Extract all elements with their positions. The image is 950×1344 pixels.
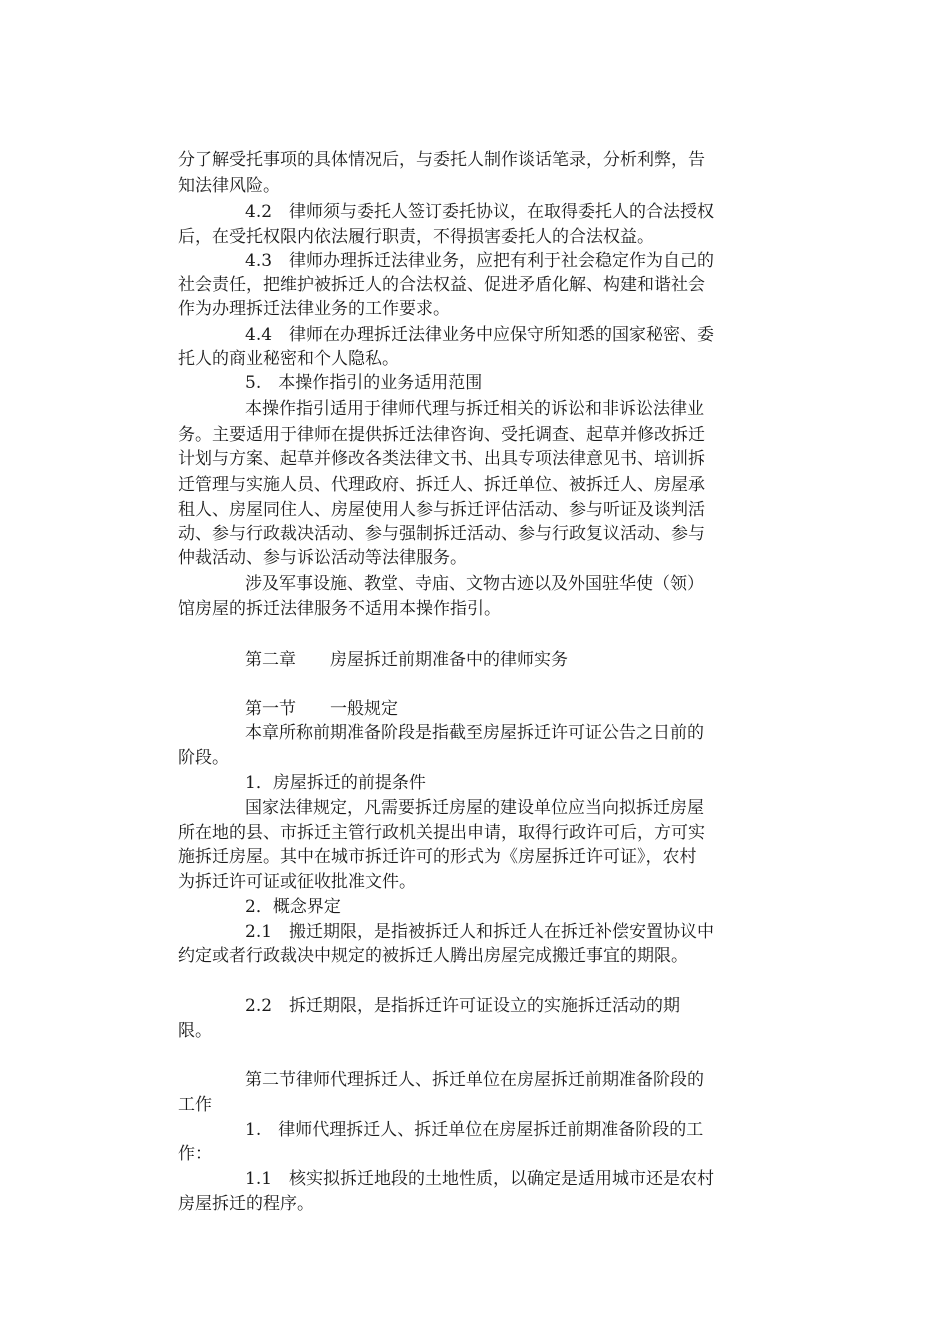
text-line: 1.1 核实拟拆迁地段的土地性质，以确定是适用城市还是农村: [245, 1169, 715, 1189]
text-line: 限。: [178, 1021, 212, 1041]
text-line: 作为办理拆迁法律业务的工作要求。: [178, 299, 450, 319]
text-line: 分了解受托事项的具体情况后，与委托人制作谈话笔录，分析利弊，告: [178, 150, 705, 170]
text-line: 2.1 搬迁期限，是指被拆迁人和拆迁人在拆迁补偿安置协议中: [245, 922, 715, 942]
text-line: 2．概念界定: [245, 897, 341, 917]
section-heading: 5. 本操作指引的业务适用范围: [245, 373, 483, 393]
text-line: 所在地的县、市拆迁主管行政机关提出申请，取得行政许可后，方可实: [178, 823, 705, 843]
text-line: 房屋拆迁的程序。: [178, 1194, 314, 1214]
text-line: 作：: [178, 1144, 212, 1164]
text-line: 阶段。: [178, 748, 229, 768]
text-line: 动、参与行政裁决活动、参与强制拆迁活动、参与行政复议活动、参与: [178, 524, 705, 544]
text-line: 租人、房屋同住人、房屋使用人参与拆迁评估活动、参与听证及谈判活: [178, 500, 705, 520]
text-line: 约定或者行政裁决中规定的被拆迁人腾出房屋完成搬迁事宜的期限。: [178, 946, 688, 966]
section-heading: 第二节律师代理拆迁人、拆迁单位在房屋拆迁前期准备阶段的: [245, 1070, 704, 1090]
text-line: 馆房屋的拆迁法律服务不适用本操作指引。: [178, 599, 501, 619]
text-line: 本章所称前期准备阶段是指截至房屋拆迁许可证公告之日前的: [245, 723, 704, 743]
text-line: 本操作指引适用于律师代理与拆迁相关的诉讼和非诉讼法律业: [245, 399, 704, 419]
text-line: 4.4 律师在办理拆迁法律业务中应保守所知悉的国家秘密、委: [245, 325, 715, 345]
text-line: 1. 律师代理拆迁人、拆迁单位在房屋拆迁前期准备阶段的工: [245, 1120, 704, 1140]
text-line: 托人的商业秘密和个人隐私。: [178, 349, 399, 369]
text-line: 计划与方案、起草并修改各类法律文书、出具专项法律意见书、培训拆: [178, 449, 705, 469]
text-line: 国家法律规定，凡需要拆迁房屋的建设单位应当向拟拆迁房屋: [245, 798, 704, 818]
text-line: 1．房屋拆迁的前提条件: [245, 773, 426, 793]
text-line: 仲裁活动、参与诉讼活动等法律服务。: [178, 548, 467, 568]
section-heading: 第一节 一般规定: [245, 699, 398, 719]
text-line: 涉及军事设施、教堂、寺庙、文物古迹以及外国驻华使（领）: [245, 574, 704, 594]
text-line: 社会责任，把维护被拆迁人的合法权益、促进矛盾化解、构建和谐社会: [178, 275, 705, 295]
chapter-heading: 第二章 房屋拆迁前期准备中的律师实务: [245, 650, 568, 670]
text-line: 4.2 律师须与委托人签订委托协议，在取得委托人的合法授权: [245, 202, 715, 222]
text-line: 为拆迁许可证或征收批准文件。: [178, 872, 416, 892]
text-line: 施拆迁房屋。其中在城市拆迁许可的形式为《房屋拆迁许可证》，农村: [178, 847, 697, 867]
text-line: 2.2 拆迁期限，是指拆迁许可证设立的实施拆迁活动的期: [245, 996, 681, 1016]
text-line: 工作: [178, 1095, 212, 1115]
text-line: 务。主要适用于律师在提供拆迁法律咨询、受托调查、起草并修改拆迁: [178, 425, 705, 445]
text-line: 4.3 律师办理拆迁法律业务，应把有利于社会稳定作为自己的: [245, 251, 715, 271]
text-line: 后，在受托权限内依法履行职责，不得损害委托人的合法权益。: [178, 227, 654, 247]
text-line: 知法律风险。: [178, 176, 280, 196]
text-line: 迁管理与实施人员、代理政府、拆迁人、拆迁单位、被拆迁人、房屋承: [178, 475, 705, 495]
